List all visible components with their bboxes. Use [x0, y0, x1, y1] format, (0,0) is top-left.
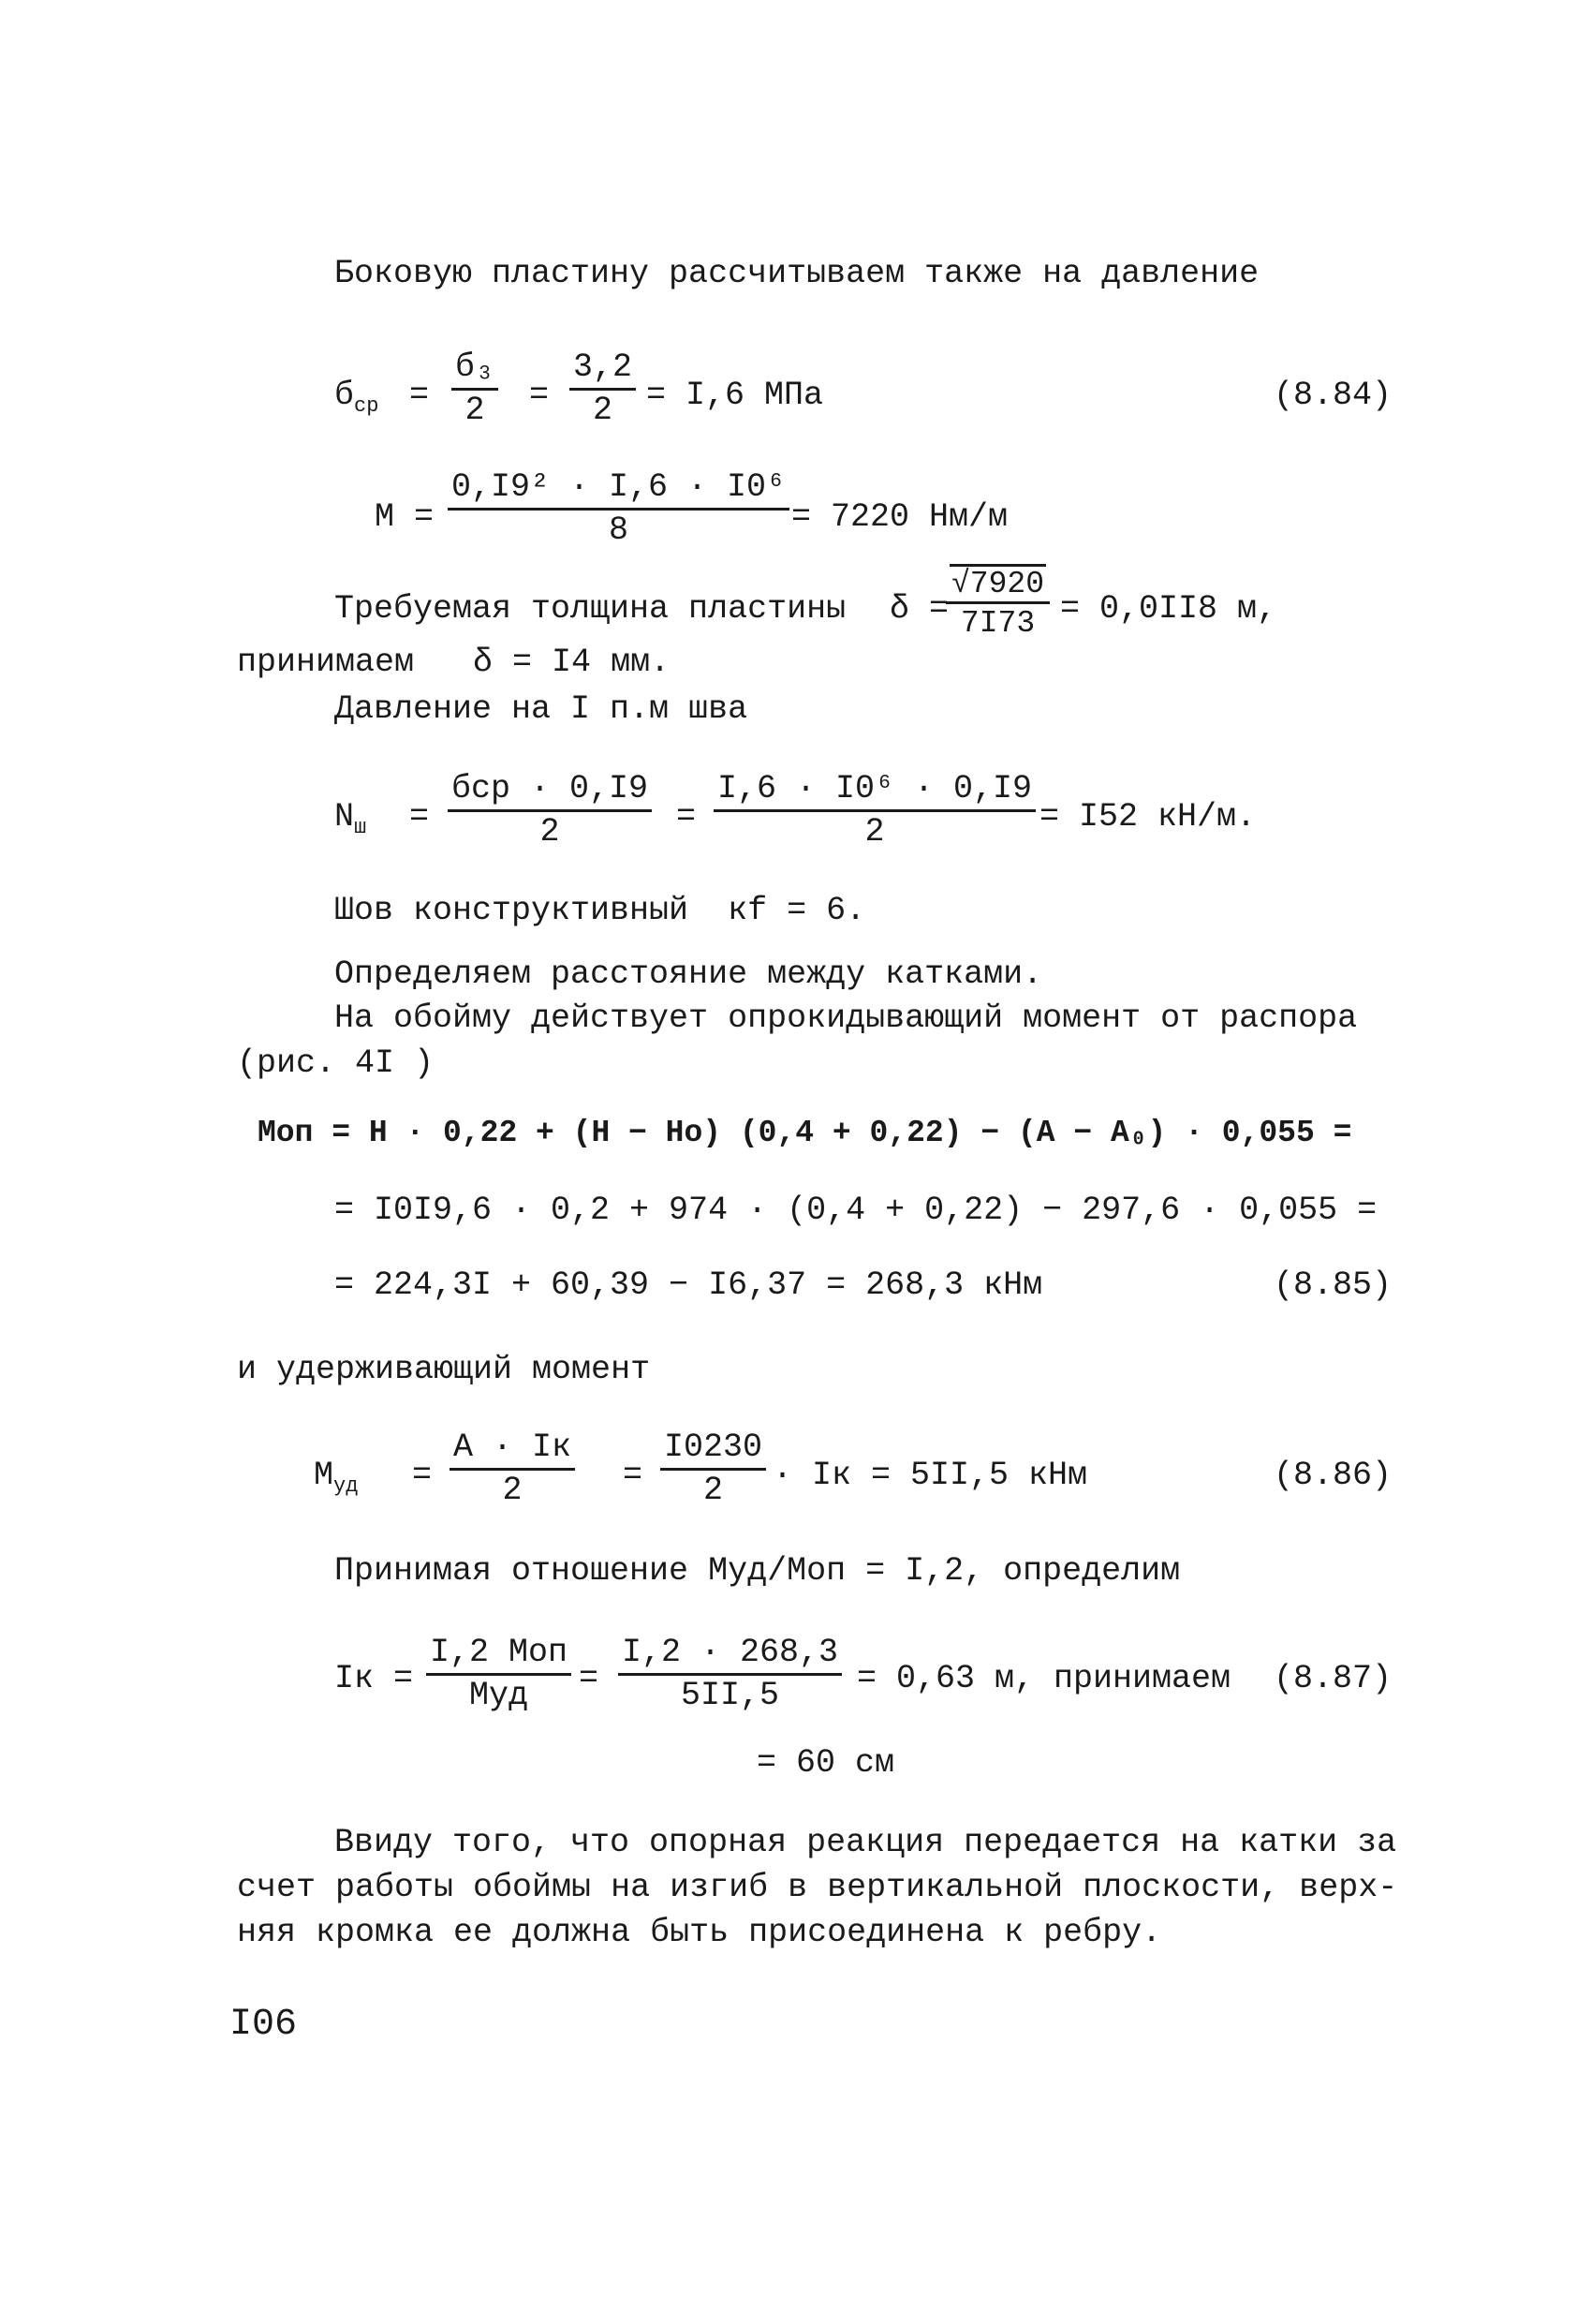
eq84-number: (8.84)	[1274, 377, 1393, 414]
moment-text-1: На обойму действует опрокидывающий момент от распора	[334, 999, 1358, 1037]
eq84-frac2: $\frac{3,2}{2}$	[569, 351, 636, 427]
eq87-lhs: Iк =	[334, 1660, 414, 1697]
weld-text: Шов конструктивный кf = 6.	[334, 892, 866, 929]
eq84-result: = I,6 МПа	[646, 377, 824, 414]
page-number: I06	[229, 2004, 298, 2046]
eq86-lhs: $M_{уд}$	[314, 1457, 359, 1498]
eq87-result: = 0,63 м, принимаем	[857, 1660, 1231, 1697]
eq87-line2: = 60 см	[757, 1744, 895, 1782]
eq86-frac1: A · Iк 2	[450, 1431, 575, 1507]
intro-text: Боковую пластину рассчитываем также на давление	[334, 255, 1260, 292]
eq87-number: (8.87)	[1274, 1660, 1393, 1697]
eq84-eq2: =	[529, 377, 550, 414]
eqM-result: = 7220 Нм/м	[791, 498, 1009, 536]
thickness-delta: δ =	[890, 590, 950, 628]
eq84-frac1: б₃ 2	[451, 351, 498, 427]
eqN-frac2: $\frac{\text{I,6 · I0⁶ · 0,I9}}{2}$	[714, 773, 1036, 849]
eqM-lhs: M =	[375, 498, 435, 536]
eq87-eq2: =	[579, 1660, 599, 1697]
thickness-text: Требуемая толщина пластины	[334, 590, 847, 628]
eqN-lhs: $N_ш$	[334, 798, 367, 839]
thickness-result: = 0,0II8 м,	[1060, 590, 1277, 628]
conclusion-line-1: Ввиду того, что опорная реакция передается на катки за	[334, 1824, 1397, 1861]
holding-text: и удерживающий момент	[237, 1351, 651, 1388]
thickness-frac: $\frac{√7920}{7I73}$	[946, 569, 1050, 639]
eq84-lhs: $б_{ср}$	[334, 377, 379, 418]
distance-text: Определяем расстояние между катками.	[334, 955, 1043, 993]
eqN-result: = I52 кН/м.	[1039, 798, 1257, 836]
eqN-frac1: бср · 0,I9 2	[448, 773, 652, 849]
accept-text: принимаем δ = I4 мм.	[237, 644, 671, 681]
ratio-text: Принимая отношение Mуд/Mоп = I,2, определим	[334, 1552, 1181, 1590]
eq86-result: · Iк = 5II,5 кНм	[773, 1457, 1088, 1494]
eq87-frac1: I,2 Mоп Mуд	[426, 1636, 571, 1712]
conclusion-line-2: счет работы обоймы на изгиб в вертикальной плоскости, верх-	[237, 1869, 1398, 1906]
pressure-text: Давление на I п.м шва	[334, 690, 748, 728]
eq86-eq1: =	[412, 1457, 433, 1494]
eq86-frac2: $\frac{I0230}{2}$	[660, 1431, 766, 1507]
eq86-eq2: =	[623, 1457, 643, 1494]
eq85-line1: Mоп = H · 0,22 + (H − Hо) (0,4 + 0,22) − (A − A₀) · 0,055 =	[258, 1116, 1352, 1150]
eq85-number: (8.85)	[1274, 1266, 1393, 1304]
eq85-line2: = I0I9,6 · 0,2 + 974 · (0,4 + 0,22) − 297,6 · 0,055 =	[334, 1192, 1378, 1229]
eq85-line3: = 224,3I + 60,39 − I6,37 = 268,3 кНм	[334, 1266, 1043, 1304]
moment-text-2: (рис. 4I )	[237, 1044, 435, 1082]
eq87-frac2: $\frac{I,2 \cdot 268,3}{5II,5}$	[618, 1636, 842, 1712]
eq86-number: (8.86)	[1274, 1457, 1393, 1494]
eqN-eq2: =	[676, 798, 697, 836]
conclusion-line-3: няя кромка ее должна быть присоединена к ребру.	[237, 1914, 1162, 1951]
eqM-frac: $\frac{\text{0,I9² · I,6 · I0⁶}}{8}$	[448, 471, 789, 547]
eq84-eq1: =	[409, 377, 430, 414]
eqN-eq1: =	[409, 798, 430, 836]
